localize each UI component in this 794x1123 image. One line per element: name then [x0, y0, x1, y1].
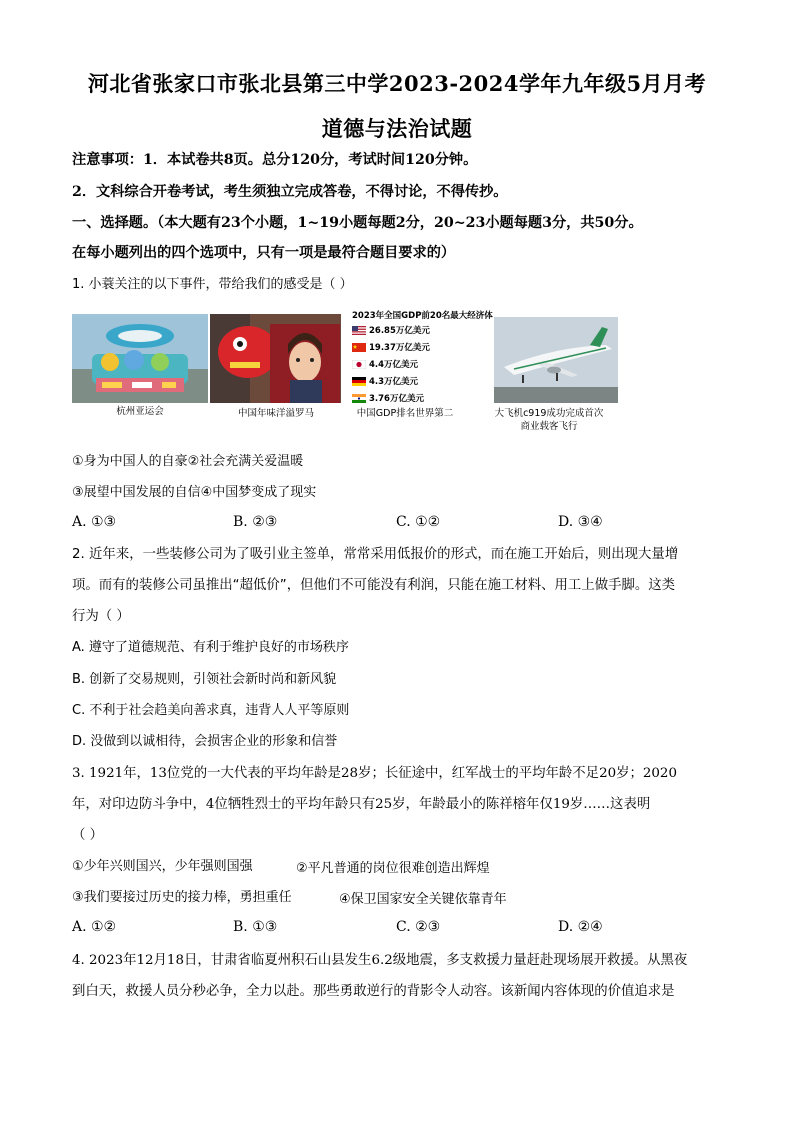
q2-stem-line3: 行为（ ）: [72, 609, 130, 624]
q1-statements-line1: ①身为中国人的自豪②社会充满关爱温暖: [72, 454, 304, 469]
q3-option-c[interactable]: C. ②③: [396, 919, 441, 935]
q1-option-c[interactable]: C. ①②: [396, 514, 441, 530]
q3-option-b[interactable]: B. ①③: [233, 919, 278, 935]
caption-rome: 中国年味洋溢罗马: [237, 408, 314, 419]
gdp-value-india: 3.76万亿美元: [369, 394, 424, 404]
q3-statement-3: ③我们要接过历史的接力棒，勇担重任: [72, 890, 292, 905]
q1-statements-line2: ③展望中国发展的自信④中国梦变成了现实: [72, 485, 317, 500]
q3-statement-2: ②平凡普通的岗位很难创造出辉煌: [296, 861, 490, 876]
caption-asian-games: 杭州亚运会: [116, 406, 164, 417]
q3-stem-line1: 3. 1921年，13位党的一大代表的平均年龄是28岁；长征途中，红军战士的平均年龄不足20岁；2020: [72, 766, 677, 781]
india-flag-icon: [352, 394, 366, 403]
notes-line2: 2．文科综合开卷考试，考生须独立完成答卷，不得讨论，不得传抄。: [72, 184, 508, 200]
germany-flag-icon: [352, 377, 366, 386]
q2-option-b[interactable]: B. 创新了交易规则，引领社会新时尚和新风貌: [72, 672, 337, 687]
q3-statement-1: ①少年兴则国兴，少年强则国强: [72, 859, 253, 874]
caption-gdp: 中国GDP排名世界第二: [356, 408, 454, 419]
q2-option-d[interactable]: D. 没做到以诚相待，会损害企业的形象和信誉: [72, 734, 338, 749]
q3-statement-4: ④保卫国家安全关键依靠青年: [339, 892, 507, 907]
caption-c919-line2: 商业载客飞行: [520, 421, 578, 432]
c919-photo: [494, 317, 618, 403]
gdp-value-us: 26.85万亿美元: [369, 326, 430, 336]
section-heading-line1: 一、选择题。（本大题有23个小题，1~19小题每题2分，20~23小题每题3分，共50分。: [72, 215, 643, 231]
china-flag-icon: [352, 343, 366, 352]
exam-title-line2: 道德与法治试题: [321, 116, 473, 141]
gdp-row-japan: [352, 359, 418, 371]
gdp-value-china: 19.37万亿美元: [369, 343, 430, 353]
us-flag-icon: [352, 326, 366, 335]
gdp-row-germany: [352, 376, 418, 388]
gdp-row-china: [352, 342, 430, 354]
q3-stem-line2: 年，对印边防斗争中，4位牺牲烈士的平均年龄只有25岁，年龄最小的陈祥榕年仅19岁……这表明: [72, 797, 651, 812]
japan-flag-icon: [352, 360, 366, 369]
notes-line1: 注意事项：1．本试卷共8页。总分120分，考试时间120分钟。: [72, 152, 478, 168]
exam-title-line1: 河北省张家口市张北县第三中学2023-2024学年九年级5月月考: [87, 71, 707, 96]
q2-option-a[interactable]: A. 遵守了道德规范、有利于维护良好的市场秩序: [72, 640, 349, 655]
section-heading-line2: 在每小题列出的四个选项中，只有一项是最符合题目要求的）: [72, 245, 456, 261]
q1-option-d[interactable]: D. ③④: [558, 514, 603, 530]
q2-stem-line2: 项。而有的装修公司虽推出“超低价”，但他们不可能没有利润，只能在施工材料、用工上做手脚。这类: [72, 578, 676, 593]
q3-option-d[interactable]: D. ②④: [558, 919, 603, 935]
gdp-value-japan: 4.4万亿美元: [369, 360, 419, 370]
gdp-value-germany: 4.3万亿美元: [369, 377, 419, 387]
q4-stem-line1: 4. 2023年12月18日，甘肃省临夏州积石山县发生6.2级地震，多支救援力量赶赴现场展开救援。从黑夜: [72, 953, 688, 968]
gdp-row-us: [352, 325, 430, 337]
q4-stem-line2: 到白天，救援人员分秒必争，全力以赴。那些勇敢逆行的背影令人动容。该新闻内容体现的价值追求是: [72, 984, 675, 999]
rome-new-year-photo: [210, 314, 341, 403]
q2-option-c[interactable]: C. 不利于社会趋美向善求真，违背人人平等原则: [72, 703, 350, 718]
q1-stem: 1. 小蓑关注的以下事件，带给我们的感受是（ ）: [72, 277, 353, 292]
q3-option-a[interactable]: A. ①②: [72, 919, 117, 935]
asian-games-photo: [72, 314, 208, 403]
caption-c919-line1: 大飞机c919成功完成首次: [494, 408, 604, 419]
q1-option-a[interactable]: A. ①③: [72, 514, 117, 530]
q3-stem-line3: （ ）: [72, 828, 104, 843]
gdp-row-india: [352, 393, 424, 405]
gdp-chart-title: 2023年全国GDP前20名最大经济体: [352, 311, 493, 321]
q2-stem-line1: 2. 近年来，一些装修公司为了吸引业主签单，常常采用低报价的形式，而在施工开始后，则出现大量增: [72, 547, 679, 562]
q1-option-b[interactable]: B. ②③: [233, 514, 278, 530]
